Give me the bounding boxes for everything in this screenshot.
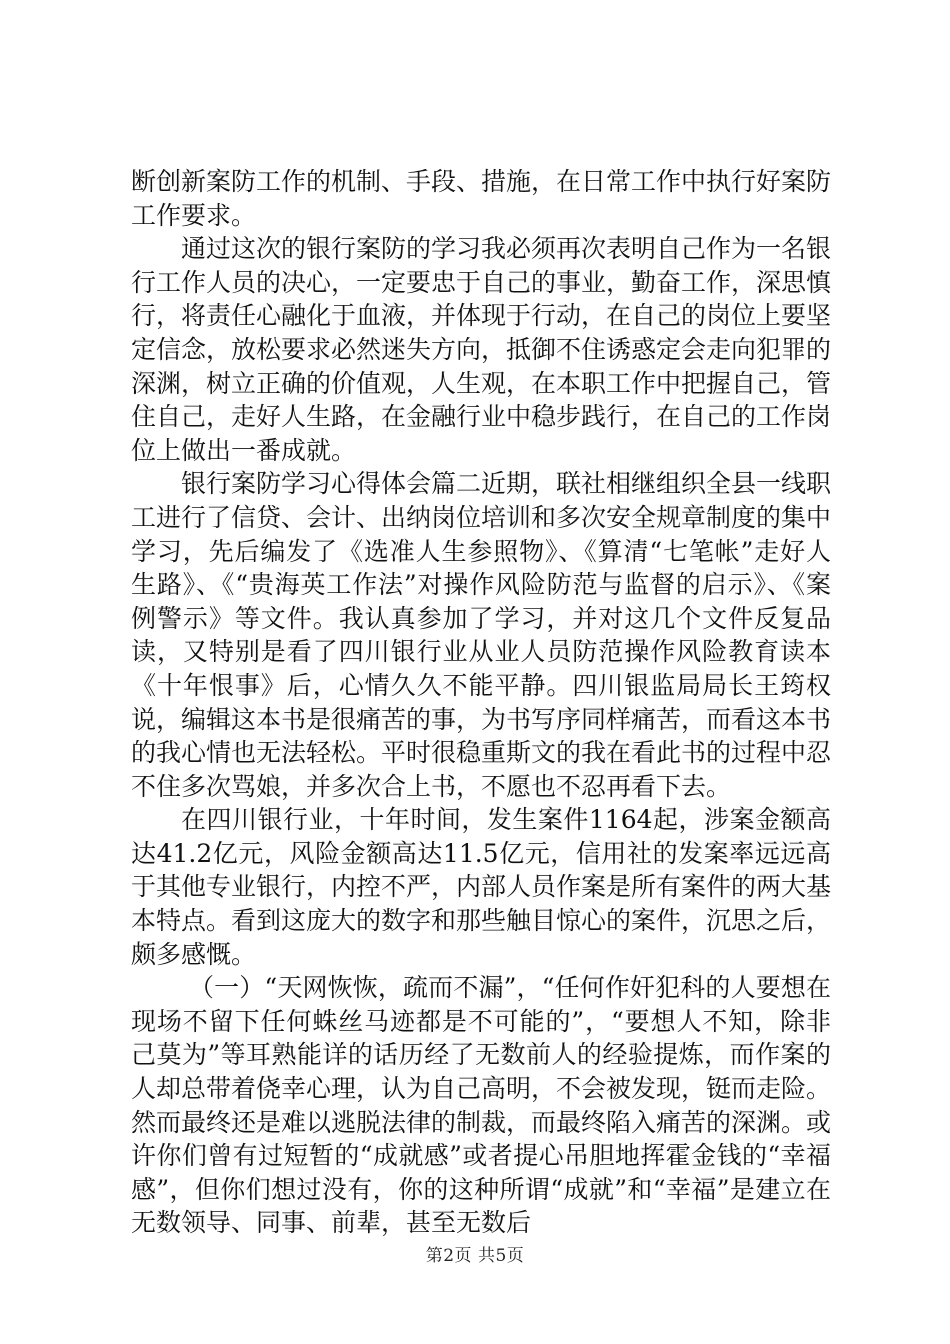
- paragraph: 在四川银行业，十年时间，发生案件1164起，涉案金额高达41.2亿元，风险金额高达11.5亿元，信用社的发案率远远高于其他专业银行，内控不严，内部人员作案是所有案件的两大基本特点。看到这庞大的数字和那些触目惊心的案件，沉思之后，颇多感慨。: [131, 805, 832, 969]
- paragraph: （一）“天网恢恢，疏而不漏”，“任何作奸犯科的人要想在现场不留下任何蛛丝马迹都是不可能的”，“要想人不知，除非己莫为”等耳熟能详的话历经了无数前人的经验提炼，而作案的人却总带着侥幸心理，认为自己高明，不会被发现，铤而走险。然而最终还是难以逃脱法律的制裁，而最终陷入痛苦的深渊。或许你们曾有过短暂的“成就感”或者提心吊胆地挥霍金钱的“幸福感”，但你们想过没有，你的这种所谓“成就”和“幸福”是建立在无数领导、同事、前辈，甚至无数后: [131, 973, 832, 1238]
- document-body: [131, 165, 831, 1240]
- paragraph: 通过这次的银行案防的学习我必须再次表明自己作为一名银行工作人员的决心，一定要忠于自己的事业，勤奋工作，深思慎行，将责任心融化于血液，并体现于行动，在自己的岗位上要坚定信念，放松要求必然迷失方向，抵御不住诱惑定会走向犯罪的深渊，树立正确的价值观，人生观，在本职工作中把握自己，管住自己，走好人生路，在金融行业中稳步践行，在自己的工作岗位上做出一番成就。: [131, 234, 832, 465]
- paragraph-continuation: 断创新案防工作的机制、手段、措施，在日常工作中执行好案防工作要求。: [131, 167, 832, 230]
- paragraph: 银行案防学习心得体会篇二近期，联社相继组织全县一线职工进行了信贷、会计、出纳岗位培训和多次安全规章制度的集中学习，先后编发了《选准人生参照物》、《算清“七笔帐”走好人生路》、《“贵海英工作法”对操作风险防范与监督的启示》、《案例警示》等文件。我认真参加了学习，并对这几个文件反复品读，又特别是看了四川银行业从业人员防范操作风险教育读本《十年恨事》后，心情久久不能平静。四川银监局局长王筠权说，编辑这本书是很痛苦的事，为书写序同样痛苦，而看这本书的我心情也无法轻松。平时很稳重斯文的我在看此书的过程中忍不住多次骂娘，并多次合上书，不愿也不忍再看下去。: [131, 469, 832, 801]
- page-footer: 第2页 共5页: [425, 1246, 525, 1266]
